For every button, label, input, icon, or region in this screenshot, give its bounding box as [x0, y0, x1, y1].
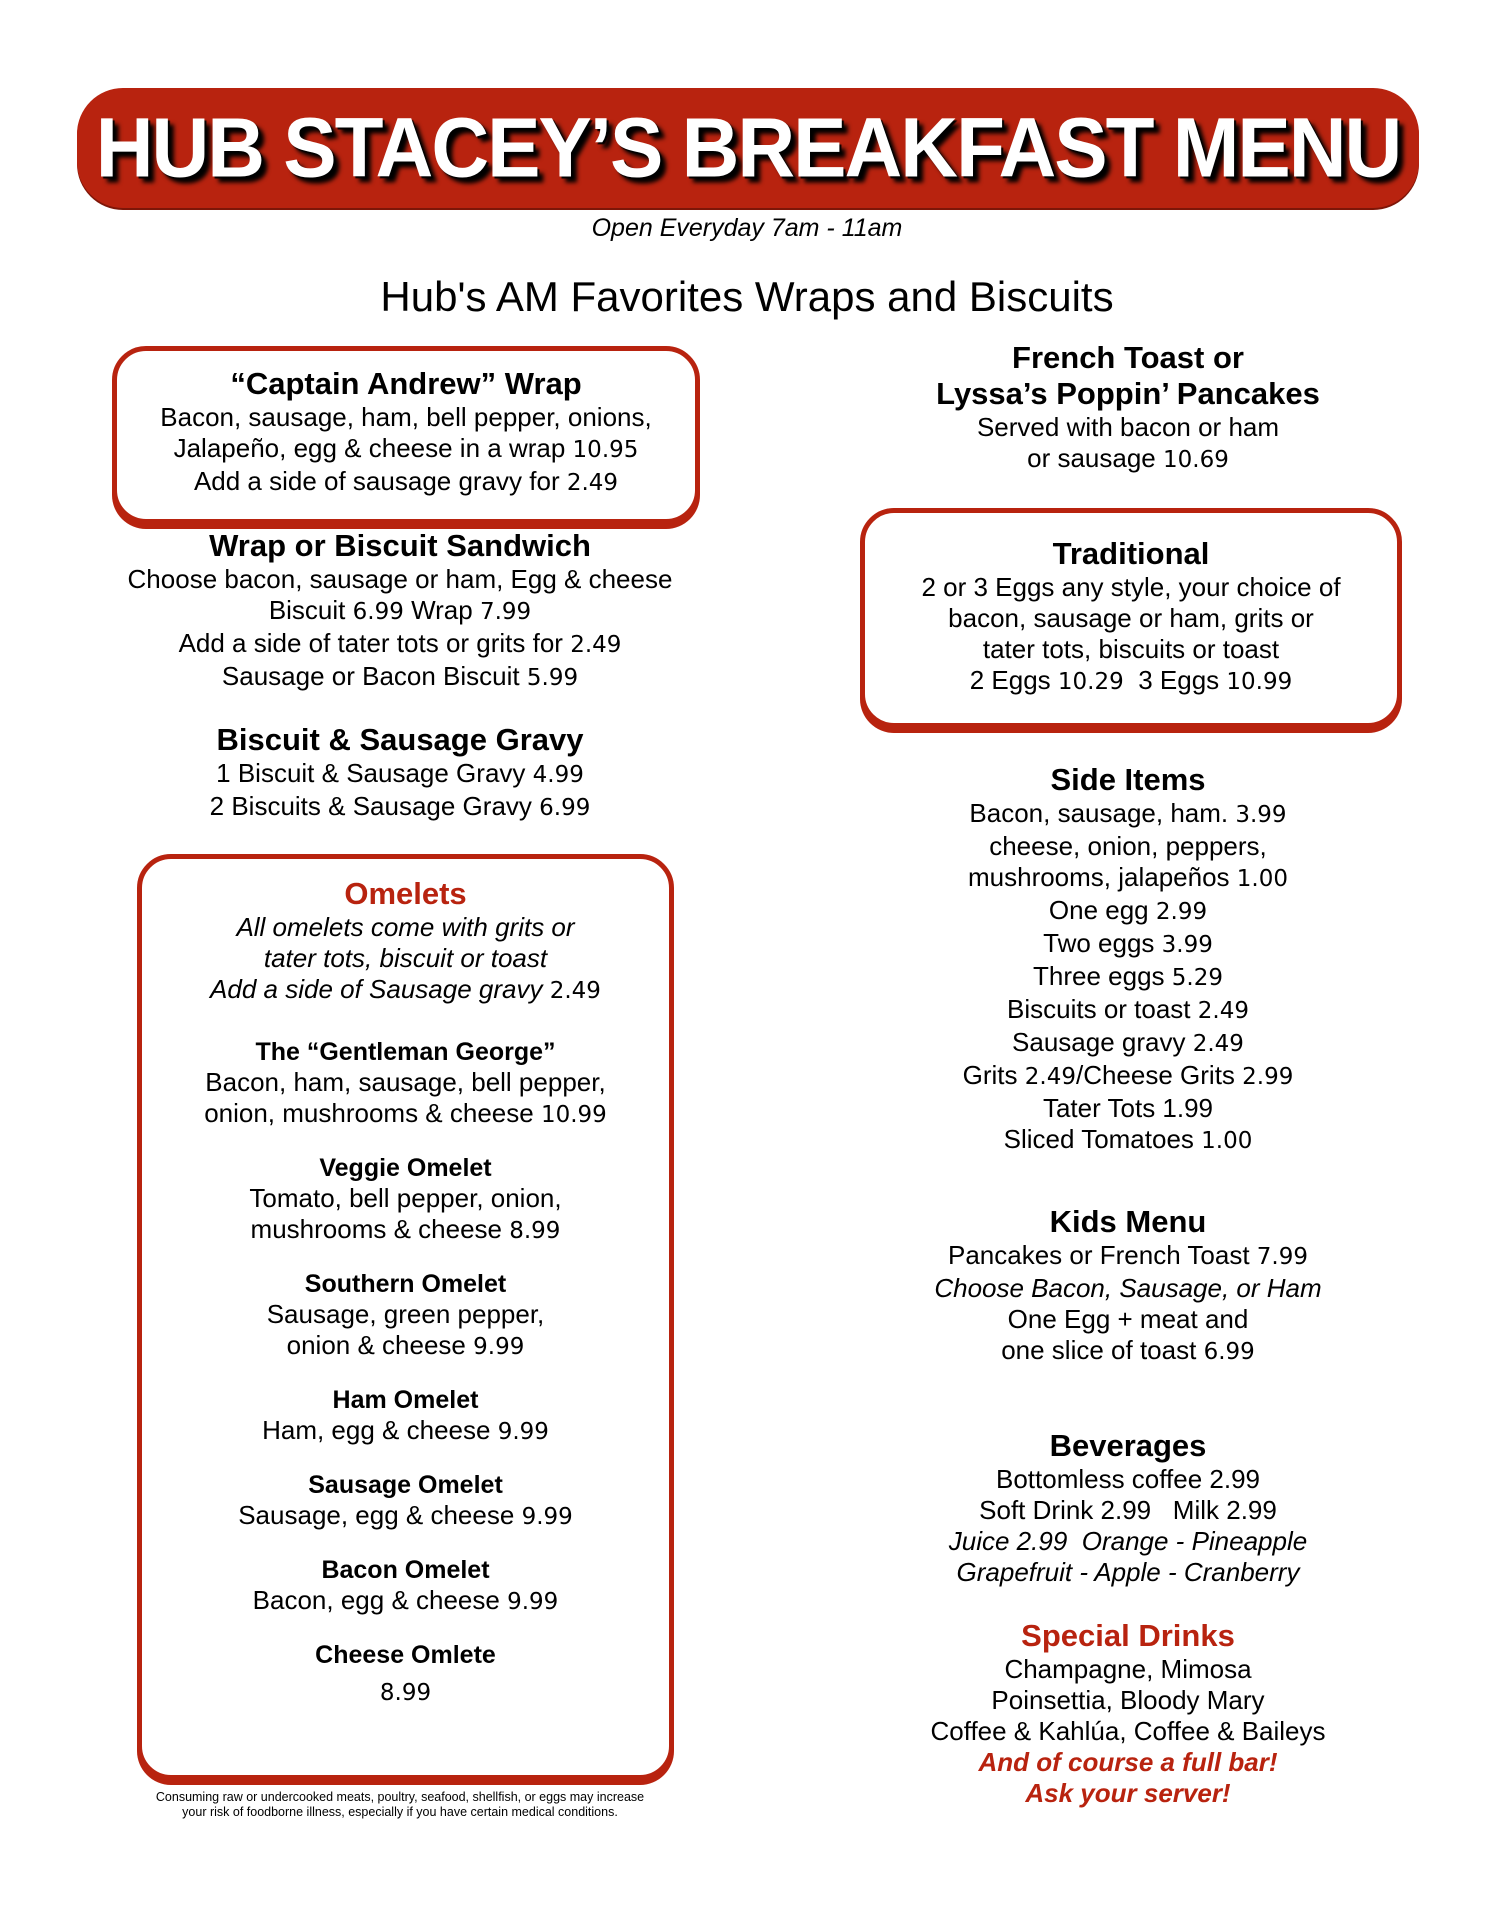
kids-line3: One Egg + meat and — [1007, 1304, 1249, 1334]
omelets-section — [137, 876, 674, 1709]
traditional-line3: tater tots, biscuits or toast — [982, 634, 1280, 664]
omelet-desc: Tomato, bell pepper, onion, — [249, 1183, 562, 1213]
captain-andrew-gravy-price: 2.49 — [566, 470, 619, 496]
side-item-price: 2.99 — [1155, 899, 1208, 925]
kids-menu-title: Kids Menu — [1049, 1204, 1207, 1239]
omelet-desc: Sausage, egg & cheese — [238, 1500, 515, 1530]
omelet-desc: Bacon, egg & cheese — [252, 1585, 500, 1615]
omelets-intro3: Add a side of Sausage gravy — [210, 974, 543, 1004]
beverages-line1: Bottomless coffee 2.99 — [995, 1464, 1260, 1494]
kids-menu-section — [858, 1204, 1398, 1368]
side-item-label: mushrooms, jalapeños — [967, 862, 1230, 892]
side-item — [858, 928, 1398, 961]
traditional-line1: 2 or 3 Eggs any style, your choice of — [921, 572, 1341, 602]
wrap-biscuit-line3: Add a side of tater tots or grits for — [178, 628, 563, 658]
omelet-price: 10.99 — [540, 1102, 607, 1128]
omelet-price: 9.99 — [521, 1504, 573, 1530]
beverages-line2: Soft Drink 2.99 Milk 2.99 — [979, 1495, 1277, 1525]
biscuit-gravy-section — [90, 722, 710, 824]
side-item-price: 2.49 — [1197, 998, 1249, 1024]
side-item-label: cheese, onion, peppers, — [989, 831, 1267, 861]
tomatoes-price: 1.00 — [1201, 1128, 1253, 1154]
special-drinks-title: Special Drinks — [1021, 1618, 1235, 1653]
beverages-line4: Grapefruit - Apple - Cranberry — [956, 1557, 1300, 1587]
disclaimer-line1: Consuming raw or undercooked meats, poultry, seafood, shellfish, or eggs may increase — [155, 1790, 645, 1804]
side-item — [858, 862, 1398, 895]
side-item-price: 1.00 — [1236, 866, 1289, 892]
side-item — [858, 895, 1398, 928]
special-line5: Ask your server! — [1025, 1778, 1231, 1808]
sausage-bacon-biscuit-price: 5.99 — [526, 665, 579, 691]
disclaimer-line2: your risk of foodborne illness, especially if you have certain medical conditions. — [182, 1805, 618, 1819]
wrap-biscuit-line4: Sausage or Bacon Biscuit — [221, 661, 520, 691]
kids-price1: 7.99 — [1256, 1244, 1309, 1270]
side-item-label: Biscuits or toast — [1007, 994, 1191, 1024]
captain-andrew-price: 10.95 — [572, 437, 639, 463]
side-item — [858, 961, 1398, 994]
side-items-title: Side Items — [1050, 762, 1206, 797]
omelets-title: Omelets — [344, 876, 467, 911]
side-item-label: One egg — [1048, 895, 1149, 925]
traditional-section — [860, 536, 1402, 698]
omelets-intro2: tater tots, biscuit or toast — [263, 943, 548, 973]
tots-grits-price: 2.49 — [570, 632, 622, 658]
cheese-grits-price: 2.99 — [1242, 1064, 1294, 1090]
grits-label: Grits — [962, 1060, 1018, 1090]
kids-price2: 6.99 — [1203, 1339, 1255, 1365]
two-eggs-label: 2 Eggs — [969, 665, 1051, 695]
omelet-desc: Sausage, green pepper, — [266, 1299, 545, 1329]
side-item-price: 3.99 — [1161, 932, 1213, 958]
side-item-price: 5.29 — [1171, 965, 1223, 991]
captain-andrew-section — [112, 366, 700, 499]
omelet-price: 8.99 — [509, 1218, 561, 1244]
omelet-name: Southern Omelet — [304, 1270, 507, 1298]
side-item — [858, 798, 1398, 831]
omelet-price: 9.99 — [473, 1334, 525, 1360]
beverages-line3: Juice 2.99 Orange - Pineapple — [948, 1526, 1308, 1556]
grits-price: 2.49 — [1024, 1064, 1076, 1090]
kids-line4: one slice of toast — [1001, 1335, 1197, 1365]
biscuit-label: Biscuit — [268, 595, 346, 625]
omelet-name: Sausage Omelet — [308, 1471, 503, 1499]
header-banner — [77, 88, 1419, 208]
omelets-intro1: All omelets come with grits or — [236, 912, 575, 942]
disclaimer — [110, 1790, 690, 1820]
omelet-price: 8.99 — [379, 1680, 432, 1706]
omelet-desc: mushrooms & cheese — [250, 1214, 502, 1244]
french-toast-title2: Lyssa’s Poppin’ Pancakes — [936, 376, 1320, 411]
captain-andrew-line2: Jalapeño, egg & cheese in a wrap — [173, 433, 566, 463]
french-toast-line2: or sausage — [1027, 443, 1156, 473]
omelet-name: Bacon Omelet — [321, 1556, 490, 1584]
cheese-grits-label: /Cheese Grits — [1075, 1060, 1235, 1090]
omelet-name: Veggie Omelet — [319, 1154, 492, 1182]
side-item — [858, 1060, 1398, 1093]
tomatoes-label: Sliced Tomatoes — [1003, 1124, 1194, 1154]
beverages-section — [858, 1428, 1398, 1588]
kids-line1: Pancakes or French Toast — [947, 1240, 1250, 1270]
special-line1: Champagne, Mimosa — [1004, 1654, 1252, 1684]
subtitle: Hub's AM Favorites Wraps and Biscuits — [380, 273, 1114, 320]
special-line2: Poinsettia, Bloody Mary — [991, 1685, 1265, 1715]
three-eggs-label: 3 Eggs — [1138, 665, 1220, 695]
captain-andrew-line1: Bacon, sausage, ham, bell pepper, onions, — [160, 402, 652, 432]
beverages-title: Beverages — [1049, 1428, 1207, 1463]
special-line4: And of course a full bar! — [978, 1747, 1278, 1777]
kids-line2: Choose Bacon, Sausage, or Ham — [934, 1273, 1322, 1303]
omelet-price: 9.99 — [497, 1419, 549, 1445]
side-item-label: Bacon, sausage, ham. — [969, 798, 1229, 828]
biscuit-gravy-line1: 1 Biscuit & Sausage Gravy — [216, 758, 526, 788]
french-toast-line1: Served with bacon or ham — [976, 412, 1280, 442]
omelet-desc: Ham, egg & cheese — [262, 1415, 491, 1445]
side-item — [858, 1124, 1398, 1157]
wrap-biscuit-section — [90, 528, 710, 694]
side-item-label: Three eggs — [1033, 961, 1165, 991]
wrap-label: Wrap — [411, 595, 473, 625]
biscuit-gravy-price1: 4.99 — [532, 762, 584, 788]
biscuit-gravy-line2: 2 Biscuits & Sausage Gravy — [209, 791, 532, 821]
side-item-label: Sausage gravy — [1012, 1027, 1186, 1057]
biscuit-price: 6.99 — [352, 599, 404, 625]
french-toast-title1: French Toast or — [1012, 340, 1244, 375]
omelet-name: Cheese Omlete — [315, 1641, 496, 1669]
wrap-price: 7.99 — [479, 599, 532, 625]
side-item — [858, 1027, 1398, 1060]
two-eggs-price: 10.29 — [1057, 669, 1124, 695]
special-drinks-section — [858, 1618, 1398, 1809]
hours: Open Everyday 7am - 11am — [591, 214, 903, 242]
special-line3: Coffee & Kahlúa, Coffee & Baileys — [930, 1716, 1326, 1746]
three-eggs-price: 10.99 — [1226, 669, 1293, 695]
side-item-price: 3.99 — [1235, 802, 1287, 828]
captain-andrew-line3: Add a side of sausage gravy for — [193, 466, 560, 496]
omelet-price: 9.99 — [507, 1589, 559, 1615]
omelet-desc: onion, mushrooms & cheese — [204, 1098, 534, 1128]
side-item-label: Two eggs — [1043, 928, 1155, 958]
omelet-desc: Bacon, ham, sausage, bell pepper, — [205, 1067, 606, 1097]
french-toast-section — [858, 340, 1398, 476]
omelet-name: The “Gentleman George” — [255, 1038, 556, 1066]
french-toast-price: 10.69 — [1163, 447, 1229, 473]
menu-title: HUB STACEY’S BREAKFAST MENU — [95, 100, 1401, 195]
captain-andrew-title: “Captain Andrew” Wrap — [230, 366, 582, 401]
omelets-gravy-price: 2.49 — [549, 978, 601, 1004]
tater-tots: Tater Tots 1.99 — [1042, 1093, 1214, 1123]
traditional-line2: bacon, sausage or ham, grits or — [948, 603, 1314, 633]
omelet-name: Ham Omelet — [332, 1386, 479, 1414]
traditional-title: Traditional — [1052, 536, 1210, 571]
side-item — [858, 994, 1398, 1027]
wrap-biscuit-title: Wrap or Biscuit Sandwich — [209, 528, 591, 563]
biscuit-gravy-title: Biscuit & Sausage Gravy — [216, 722, 584, 757]
wrap-biscuit-line1: Choose bacon, sausage or ham, Egg & cheese — [127, 564, 673, 594]
side-item-price: 2.49 — [1192, 1031, 1244, 1057]
side-items-section — [858, 762, 1398, 1157]
biscuit-gravy-price2: 6.99 — [539, 795, 591, 821]
side-item — [858, 831, 1398, 862]
omelet-desc: onion & cheese — [286, 1330, 466, 1360]
